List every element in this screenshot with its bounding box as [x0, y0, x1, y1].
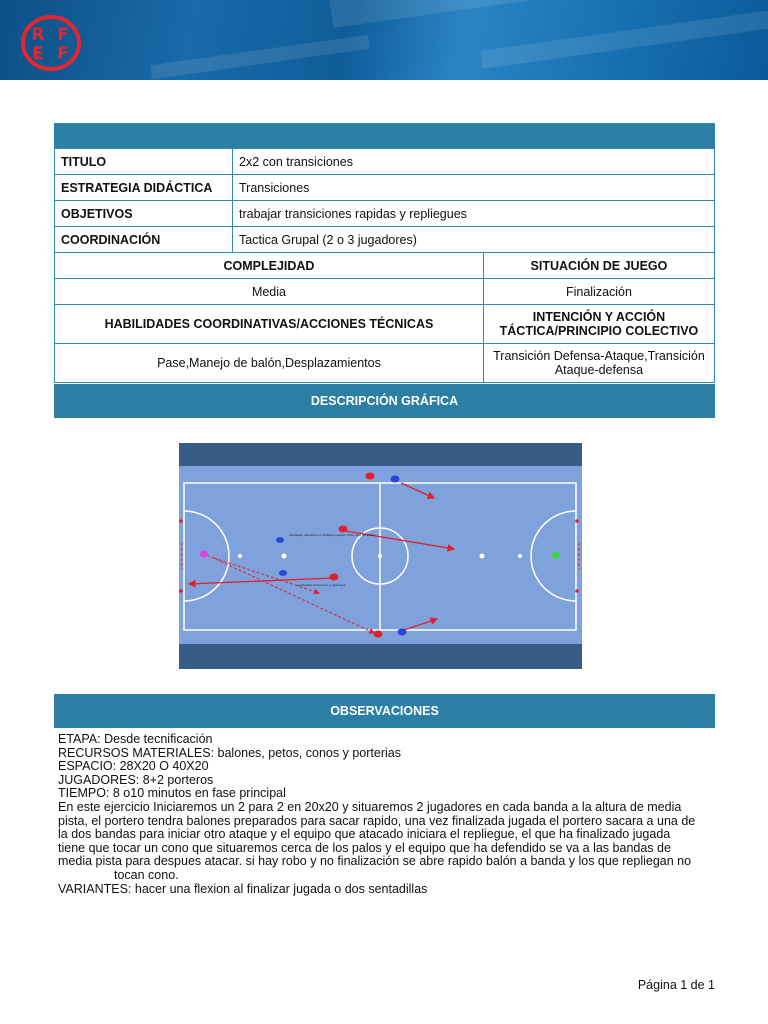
court-svg [179, 443, 582, 669]
logo-letter-3: E [32, 44, 44, 64]
obs-line: tiene que tocar un cono que situaremos cerca de los palos y el equipo que ha defendido se va a las bandas de [58, 840, 671, 855]
observaciones-header: OBSERVACIONES [54, 694, 715, 728]
player-blue [276, 537, 284, 543]
row-label: TITULO [55, 149, 233, 175]
obs-line: ESPACIO: 28X20 O 40X20 [58, 759, 209, 774]
situacion-value: Finalización [483, 279, 714, 305]
complejidad-value: Media [55, 279, 484, 305]
intencion-header [483, 305, 714, 344]
obs-line: RECURSOS MATERIALES: balones, petos, conos y porterias [58, 745, 401, 760]
habilidades-value: Pase,Manejo de balón,Desplazamientos [55, 344, 484, 383]
situacion-header: SITUACIÓN DE JUEGO [483, 253, 714, 279]
obs-line: VARIANTES: hacer una flexion al finalizar jugada o dos sentadillas [58, 881, 428, 896]
row-value: 2x2 con transiciones [233, 149, 715, 175]
logo-letter-2: F [57, 25, 69, 45]
obs-line: ETAPA: Desde tecnificación [58, 732, 213, 746]
obs-line: En este ejercicio Iniciaremos un 2 para 2 en 20x20 y situaremos 2 jugadores en cada banda a la altura de media [58, 799, 682, 814]
court-diagram [179, 443, 582, 669]
intencion-value [483, 344, 714, 383]
row-value: Tactica Grupal (2 o 3 jugadores) [233, 227, 715, 253]
page-number: Página 1 de 1 [637, 978, 715, 992]
obs-line: TIEMPO: 8 o10 minutos en fase principal [58, 786, 286, 801]
row-label: ESTRATEGIA DIDÁCTICA [55, 175, 233, 201]
logo-letter-1: R [31, 25, 45, 45]
table-row [55, 149, 715, 175]
obs-line: media pista para despues atacar. si hay robo y no finalización se abre rapido balón a banda y los que repliegan no [58, 854, 692, 869]
intencion-value-line2: Ataque-defensa [554, 363, 644, 377]
complejidad-header: COMPLEJIDAD [55, 253, 484, 279]
row-label: OBJETIVOS [55, 201, 233, 227]
table-row [55, 175, 715, 201]
goalkeeper-right [552, 552, 560, 559]
obs-line: tocan cono. [114, 867, 179, 882]
habilidades-header: HABILIDADES COORDINATIVAS/ACCIONES TÉCNICAS [55, 305, 484, 344]
player-blue [391, 476, 400, 483]
player-red [339, 526, 348, 533]
intencion-header-line1: INTENCIÓN Y ACCIÓN [532, 310, 666, 324]
diagram-annotation-1: repliegan atacante no finaliza jugada / tras robo de balón [289, 533, 376, 537]
logo-letter-4: F [57, 44, 69, 64]
player-red [374, 631, 383, 638]
goalkeeper-left [200, 551, 208, 558]
obs-line: JUGADORES: 8+2 porteros [58, 772, 214, 787]
player-red [330, 574, 339, 581]
table-row [55, 201, 715, 227]
rfef-logo [20, 14, 82, 72]
intencion-header-line2: TÁCTICA/PRINCIPIO COLECTIVO [499, 324, 699, 338]
row-value: trabajar transiciones rapidas y repliegues [233, 201, 715, 227]
row-value: Transiciones [233, 175, 715, 201]
obs-line: pista, el portero tendra balones preparados para sacar rapido, una vez finalizada jugada el portero sacara a una de [58, 813, 696, 828]
player-red [366, 473, 375, 480]
player-blue [398, 629, 407, 636]
descripcion-grafica-header: DESCRIPCIÓN GRÁFICA [54, 384, 715, 418]
table-row [55, 227, 715, 253]
player-blue [279, 570, 287, 576]
obs-line: la dos bandas para iniciar otro ataque y el equipo que atacado iniciara el repliegue, el que ha finalizado jugada [58, 827, 671, 842]
intencion-value-line1: Transición Defensa-Ataque,Transición [493, 349, 705, 363]
table-header-bar [55, 124, 715, 149]
observaciones-text [58, 733, 718, 896]
diagram-annotation-2: se finaliza transición y repliegue [297, 583, 346, 587]
exercise-info-table [54, 123, 715, 383]
row-label: COORDINACIÓN [55, 227, 233, 253]
header-banner [0, 0, 768, 80]
